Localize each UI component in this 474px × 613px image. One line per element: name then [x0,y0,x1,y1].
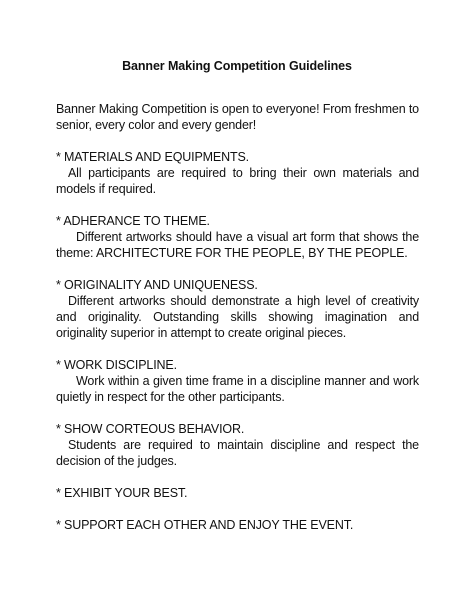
section-text: Different artworks should demonstrate a high level of creativity and originality. Outstanding skills showing imagination and originality superior in attempt to create original pieces. [56,294,419,340]
section-text: Different artworks should have a visual art form that shows the theme: ARCHITECTURE FOR THE PEOPLE, BY THE PEOPLE. [56,230,419,260]
section-text: All participants are required to bring their own materials and models if required. [56,166,419,196]
section-originality [56,277,419,341]
section-heading: * SUPPORT EACH OTHER AND ENJOY THE EVENT. [56,518,354,532]
section-heading: * ORIGINALITY AND UNIQUENESS. [56,278,258,292]
section-behavior [56,421,419,469]
section-heading: * WORK DISCIPLINE. [56,358,177,372]
section-support [56,517,419,533]
section-work-discipline [56,357,419,405]
section-text: Students are required to maintain discipline and respect the decision of the judges. [56,438,419,468]
document-title: Banner Making Competition Guidelines [122,59,352,73]
section-exhibit-best [56,485,419,501]
section-heading: * SHOW CORTEOUS BEHAVIOR. [56,422,245,436]
section-text: Work within a given time frame in a discipline manner and work quietly in respect for the other participants. [56,374,419,404]
section-theme [56,213,419,261]
section-materials [56,149,419,197]
section-heading: * MATERIALS AND EQUIPMENTS. [56,150,249,164]
intro-paragraph: Banner Making Competition is open to everyone! From freshmen to senior, every color and every gender! [56,102,419,132]
document-body [56,101,419,549]
section-heading: * ADHERANCE TO THEME. [56,214,210,228]
section-heading: * EXHIBIT YOUR BEST. [56,486,188,500]
